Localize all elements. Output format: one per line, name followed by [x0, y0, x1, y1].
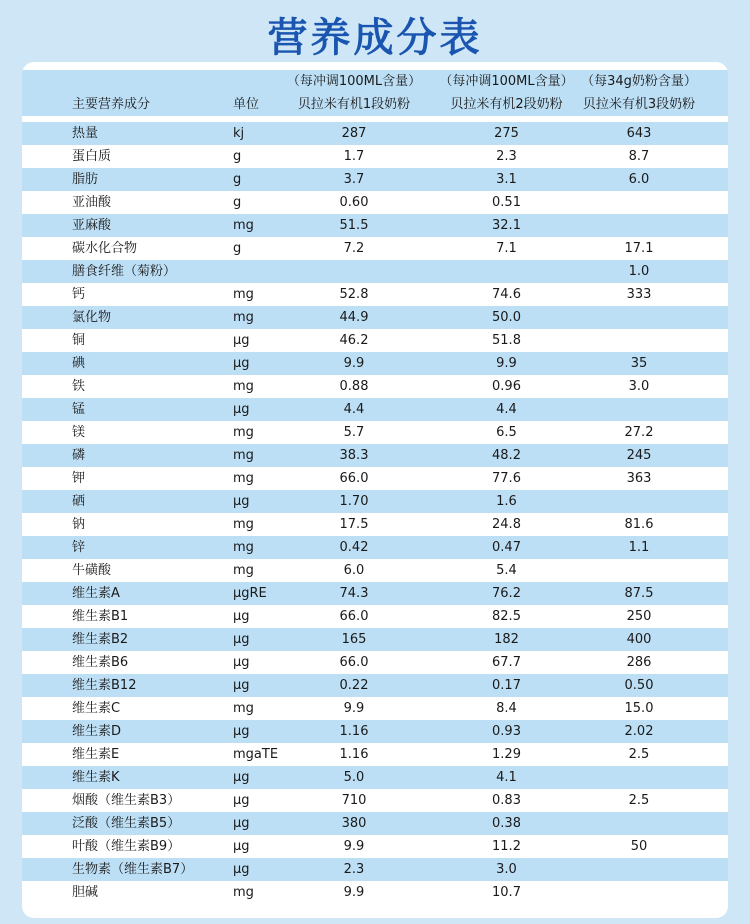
nutrient-name: 生物素（维生素B7）	[72, 862, 194, 877]
value-stage-1: 7.2	[343, 241, 365, 256]
unit-cell: μg	[233, 333, 250, 348]
nutrient-name: 硒	[72, 494, 86, 509]
nutrient-name: 锌	[72, 540, 86, 555]
table-row	[22, 559, 728, 582]
value-stage-2: 3.1	[496, 172, 517, 187]
nutrient-name: 膳食纤维（菊粉）	[72, 264, 177, 279]
table-row	[22, 605, 728, 628]
value-stage-3: 35	[630, 356, 648, 371]
value-stage-1: 38.3	[339, 448, 369, 463]
unit-cell: mgaTE	[233, 747, 279, 762]
value-stage-3: 1.0	[628, 264, 650, 279]
value-stage-1: 66.0	[339, 655, 369, 670]
value-stage-2: 6.5	[496, 425, 517, 440]
nutrient-name: 维生素D	[72, 724, 122, 739]
value-stage-2: 5.4	[496, 563, 517, 578]
nutrient-name: 泛酸（维生素B5）	[72, 816, 181, 831]
value-stage-1: 1.7	[343, 149, 365, 164]
value-stage-1: 1.16	[339, 747, 369, 762]
value-stage-3: 286	[626, 655, 652, 670]
table-row	[22, 122, 728, 145]
unit-cell: μg	[233, 724, 250, 739]
value-stage-1: 74.3	[339, 586, 369, 601]
basis-1: （每冲调100ML含量）	[286, 74, 422, 89]
table-row	[22, 789, 728, 812]
table-row	[22, 467, 728, 490]
unit-cell: μg	[233, 678, 250, 693]
unit-cell: mg	[233, 218, 254, 233]
value-stage-1: 51.5	[339, 218, 369, 233]
value-stage-3: 643	[626, 126, 652, 141]
nutrient-name: 牛磺酸	[72, 563, 112, 578]
unit-cell: μg	[233, 494, 250, 509]
value-stage-3: 27.2	[624, 425, 654, 440]
table-row	[22, 766, 728, 789]
value-stage-3: 250	[626, 609, 652, 624]
nutrient-name: 氯化物	[72, 310, 112, 325]
table-row	[22, 306, 728, 329]
table-row	[22, 444, 728, 467]
value-stage-3: 6.0	[628, 172, 650, 187]
unit-cell: mg	[233, 379, 254, 394]
value-stage-1: 44.9	[339, 310, 369, 325]
table-row	[22, 168, 728, 191]
value-stage-2: 51.8	[492, 333, 521, 348]
value-stage-2: 275	[494, 126, 519, 141]
unit-cell: μg	[233, 655, 250, 670]
table-header	[22, 93, 728, 116]
value-stage-1: 6.0	[343, 563, 365, 578]
unit-cell: mg	[233, 448, 254, 463]
table-row	[22, 145, 728, 168]
table-row	[22, 536, 728, 559]
header-unit: 单位	[233, 97, 260, 112]
unit-cell: mg	[233, 471, 254, 486]
unit-cell: μg	[233, 839, 250, 854]
value-stage-2: 48.2	[492, 448, 521, 463]
unit-cell: μg	[233, 609, 250, 624]
unit-cell: mg	[233, 310, 254, 325]
value-stage-1: 710	[341, 793, 367, 808]
unit-cell: kj	[233, 126, 245, 141]
value-stage-2: 82.5	[492, 609, 521, 624]
value-stage-2: 1.29	[492, 747, 521, 762]
nutrient-name: 维生素E	[72, 747, 120, 762]
value-stage-1: 0.42	[339, 540, 369, 555]
header-product-2: 贝拉米有机2段奶粉	[450, 97, 563, 112]
nutrient-name: 热量	[72, 126, 99, 141]
table-row	[22, 743, 728, 766]
value-stage-1: 66.0	[339, 609, 369, 624]
value-stage-2: 0.51	[492, 195, 521, 210]
value-stage-2: 9.9	[496, 356, 517, 371]
unit-cell: μg	[233, 632, 250, 647]
nutrient-name: 维生素B6	[72, 655, 129, 670]
table-row	[22, 812, 728, 835]
unit-cell: mg	[233, 540, 254, 555]
table-row	[22, 352, 728, 375]
nutrient-name: 叶酸（维生素B9）	[72, 839, 181, 854]
unit-cell: μg	[233, 770, 250, 785]
unit-cell: μgRE	[233, 586, 267, 601]
nutrient-name: 蛋白质	[72, 149, 112, 164]
unit-cell: g	[233, 172, 242, 187]
table-header-basis	[22, 70, 728, 93]
unit-cell: mg	[233, 517, 254, 532]
nutrient-name: 铁	[72, 379, 86, 394]
nutrient-name: 维生素B1	[72, 609, 129, 624]
value-stage-1: 287	[341, 126, 367, 141]
value-stage-2: 24.8	[492, 517, 521, 532]
basis-2: （每冲调100ML含量）	[439, 74, 574, 89]
table-row	[22, 260, 728, 283]
value-stage-3: 15.0	[624, 701, 654, 716]
unit-cell: mg	[233, 425, 254, 440]
nutrient-name: 铜	[72, 333, 86, 348]
unit-cell: mg	[233, 701, 254, 716]
unit-cell: g	[233, 195, 242, 210]
unit-cell: mg	[233, 287, 254, 302]
value-stage-3: 8.7	[628, 149, 650, 164]
value-stage-2: 4.4	[496, 402, 517, 417]
value-stage-3: 81.6	[624, 517, 654, 532]
value-stage-2: 182	[494, 632, 519, 647]
value-stage-1: 3.7	[343, 172, 365, 187]
value-stage-2: 0.96	[492, 379, 521, 394]
value-stage-1: 5.7	[343, 425, 365, 440]
nutrient-name: 烟酸（维生素B3）	[72, 793, 181, 808]
unit-cell: μg	[233, 793, 250, 808]
table-row	[22, 582, 728, 605]
value-stage-3: 245	[626, 448, 652, 463]
value-stage-1: 46.2	[339, 333, 369, 348]
value-stage-2: 74.6	[492, 287, 521, 302]
nutrient-name: 钾	[72, 471, 86, 486]
value-stage-1: 9.9	[343, 839, 365, 854]
nutrient-name: 碳水化合物	[72, 241, 138, 256]
value-stage-2: 0.17	[492, 678, 521, 693]
value-stage-1: 5.0	[343, 770, 365, 785]
unit-cell: μg	[233, 402, 250, 417]
value-stage-3: 363	[626, 471, 652, 486]
table-row	[22, 651, 728, 674]
value-stage-2: 0.38	[492, 816, 521, 831]
value-stage-1: 380	[341, 816, 367, 831]
value-stage-1: 1.70	[339, 494, 369, 509]
value-stage-2: 7.1	[496, 241, 517, 256]
unit-cell: μg	[233, 862, 250, 877]
value-stage-2: 4.1	[496, 770, 517, 785]
nutrient-name: 磷	[72, 448, 86, 463]
table-row	[22, 283, 728, 306]
value-stage-3: 2.02	[624, 724, 654, 739]
table-row	[22, 674, 728, 697]
table-row	[22, 329, 728, 352]
value-stage-2: 50.0	[492, 310, 521, 325]
nutrient-name: 亚油酸	[72, 195, 112, 210]
basis-3: （每34g奶粉含量）	[581, 74, 697, 89]
value-stage-2: 10.7	[492, 885, 521, 900]
value-stage-1: 9.9	[343, 356, 365, 371]
value-stage-1: 165	[341, 632, 367, 647]
value-stage-2: 0.83	[492, 793, 521, 808]
table-row	[22, 858, 728, 881]
value-stage-1: 17.5	[339, 517, 369, 532]
value-stage-2: 77.6	[492, 471, 521, 486]
value-stage-2: 11.2	[492, 839, 521, 854]
value-stage-2: 0.47	[492, 540, 521, 555]
unit-cell: mg	[233, 563, 254, 578]
header-product-3: 贝拉米有机3段奶粉	[582, 97, 696, 112]
header-product-1: 贝拉米有机1段奶粉	[297, 97, 411, 112]
value-stage-3: 0.50	[624, 678, 654, 693]
table-row	[22, 214, 728, 237]
value-stage-1: 1.16	[339, 724, 369, 739]
value-stage-2: 0.93	[492, 724, 521, 739]
value-stage-3: 333	[626, 287, 652, 302]
page-title: 营养成分表	[267, 15, 483, 61]
unit-cell: g	[233, 149, 242, 164]
value-stage-3: 2.5	[628, 747, 650, 762]
value-stage-1: 52.8	[339, 287, 369, 302]
value-stage-2: 8.4	[496, 701, 517, 716]
value-stage-1: 0.22	[339, 678, 369, 693]
table-row	[22, 720, 728, 743]
value-stage-2: 32.1	[492, 218, 521, 233]
table-row	[22, 628, 728, 651]
nutrient-name: 镁	[72, 425, 86, 440]
nutrient-name: 维生素A	[72, 586, 120, 601]
value-stage-2: 67.7	[492, 655, 521, 670]
nutrient-name: 钠	[72, 517, 86, 532]
unit-cell: μg	[233, 816, 250, 831]
value-stage-1: 2.3	[343, 862, 365, 877]
nutrient-name: 碘	[72, 356, 86, 371]
value-stage-1: 66.0	[339, 471, 369, 486]
nutrient-name: 维生素K	[72, 770, 120, 785]
value-stage-3: 2.5	[628, 793, 650, 808]
nutrient-name: 亚麻酸	[72, 218, 112, 233]
nutrient-name: 维生素B2	[72, 632, 129, 647]
value-stage-2: 2.3	[496, 149, 517, 164]
table-row	[22, 421, 728, 444]
value-stage-1: 9.9	[343, 885, 365, 900]
value-stage-1: 9.9	[343, 701, 365, 716]
table-row	[22, 191, 728, 214]
nutrient-name: 维生素B12	[72, 678, 137, 693]
table-row	[22, 490, 728, 513]
value-stage-1: 0.88	[339, 379, 369, 394]
table-row	[22, 398, 728, 421]
nutrient-name: 锰	[72, 402, 86, 417]
value-stage-2: 76.2	[492, 586, 521, 601]
value-stage-3: 3.0	[628, 379, 650, 394]
nutrient-name: 维生素C	[72, 701, 121, 716]
value-stage-3: 50	[630, 839, 648, 854]
nutrient-name: 脂肪	[72, 172, 99, 187]
value-stage-1: 0.60	[339, 195, 369, 210]
table-row	[22, 697, 728, 720]
value-stage-3: 87.5	[624, 586, 654, 601]
table-row	[22, 237, 728, 260]
table-row	[22, 835, 728, 858]
value-stage-1: 4.4	[343, 402, 365, 417]
nutrient-name: 胆碱	[72, 885, 99, 900]
unit-cell: μg	[233, 356, 250, 371]
value-stage-3: 1.1	[628, 540, 650, 555]
table-row	[22, 881, 728, 904]
unit-cell: g	[233, 241, 242, 256]
value-stage-2: 1.6	[496, 494, 517, 509]
nutrient-name: 钙	[72, 287, 86, 302]
value-stage-3: 400	[626, 632, 652, 647]
unit-cell: mg	[233, 885, 254, 900]
nutrition-table	[22, 62, 728, 918]
value-stage-3: 17.1	[624, 241, 654, 256]
table-row	[22, 513, 728, 536]
table-row	[22, 375, 728, 398]
header-nutrient: 主要营养成分	[72, 97, 151, 112]
value-stage-2: 3.0	[496, 862, 517, 877]
